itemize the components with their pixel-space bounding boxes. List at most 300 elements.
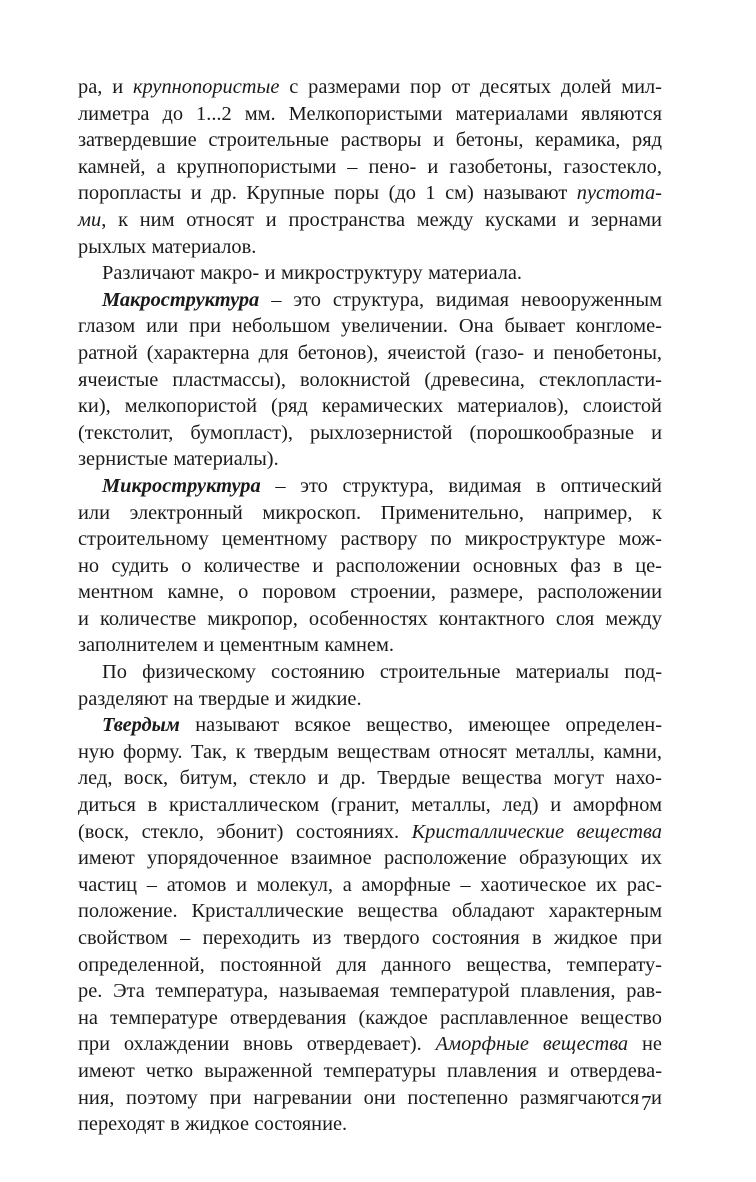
word: материалами [455, 102, 569, 125]
word: ячеистые [78, 368, 159, 391]
text-line [78, 845, 662, 872]
text-line [78, 819, 662, 846]
word: камнем. [324, 634, 394, 657]
word: например, [543, 501, 633, 524]
word: температуре [110, 1006, 218, 1029]
word: это [300, 474, 328, 497]
word: бумопласт), [190, 421, 293, 444]
word: выраженной [204, 1059, 313, 1082]
word: состояния [431, 927, 520, 949]
word: и [112, 76, 124, 98]
text-line [78, 1031, 662, 1058]
word: ра, [78, 76, 103, 98]
word: растворы [340, 129, 422, 152]
word: оптический [560, 474, 662, 497]
word: расплавленное [440, 1006, 569, 1029]
word: – [271, 288, 282, 311]
word: из [312, 927, 332, 949]
text-line [78, 207, 662, 234]
word: а [156, 155, 166, 178]
text-line [78, 340, 662, 367]
word: слоя [555, 607, 595, 630]
word: – [275, 474, 286, 497]
word: 1...2 [196, 102, 232, 125]
word: свойством [78, 927, 168, 949]
word: пустота- [576, 182, 662, 205]
word: характерным [548, 900, 662, 923]
word: имеющее [468, 714, 551, 737]
word: вещества [357, 900, 438, 923]
word: положение. [78, 900, 178, 923]
word: эбонит) [216, 820, 284, 843]
word: ячеистой [387, 341, 466, 364]
word: могут [553, 767, 605, 790]
word: до [162, 102, 184, 125]
word: – [146, 873, 157, 896]
word: рас- [626, 873, 662, 896]
word: вещество [580, 1006, 662, 1029]
word: для [258, 341, 289, 364]
word: мелкопористой [124, 395, 257, 418]
word: металлы, [411, 794, 491, 817]
word: ним [139, 208, 175, 231]
word: волокнистой [299, 368, 411, 391]
word: Мелкопористыми [288, 102, 443, 125]
text-line [78, 765, 662, 792]
word: слоистой [582, 395, 662, 418]
word: нагревании [253, 1086, 352, 1109]
word: зернистые [78, 448, 168, 471]
word: для [336, 953, 367, 976]
word: и [317, 767, 329, 790]
word: поровом [262, 581, 337, 604]
word: микроструктуру [281, 262, 423, 285]
page-number: 7 [641, 1091, 652, 1115]
text-line [78, 712, 662, 739]
word: Кристаллические [411, 820, 565, 843]
word: расположении [537, 581, 662, 604]
word: температурой [390, 980, 510, 1003]
word: при [189, 315, 222, 338]
word: отвердевания [229, 1006, 347, 1029]
word: Она [458, 315, 494, 338]
word: бывает [504, 315, 565, 338]
text-line [78, 1111, 662, 1138]
word: о [181, 554, 192, 577]
word: невооруженным [521, 288, 662, 311]
word: к [118, 208, 128, 231]
word: видимая [436, 288, 510, 311]
word: (воск, [78, 820, 130, 843]
word: др. [340, 767, 366, 790]
word: кристаллическом [168, 794, 320, 817]
word: являются [581, 102, 662, 125]
word: и [265, 208, 277, 231]
word: называемая [278, 980, 380, 1003]
word: Так, [191, 740, 228, 763]
word: под- [624, 661, 662, 684]
text-line [78, 393, 662, 420]
word: стеклопласти- [538, 368, 662, 391]
word: Эта [113, 980, 145, 1003]
word: разделяют [78, 687, 168, 710]
word: количестве [203, 554, 300, 577]
word: десятых [479, 76, 552, 98]
word: форму. [122, 740, 183, 763]
word: в [170, 1113, 180, 1136]
word: Различают [102, 262, 195, 285]
word: температуры [323, 1059, 436, 1082]
word: материала. [428, 262, 523, 285]
word: пено- [368, 155, 417, 178]
word: и [548, 1059, 559, 1082]
word: или [78, 501, 110, 524]
word: молекул, [256, 873, 333, 896]
word: стекло [248, 767, 307, 790]
word: зернами [590, 208, 662, 231]
word: размерами [308, 76, 401, 98]
word: контактного [438, 607, 545, 630]
word: воск, [123, 767, 169, 790]
word: Твердым [102, 714, 180, 737]
word: конгломе- [575, 315, 662, 338]
text-line [78, 1085, 662, 1112]
text-line [78, 180, 662, 207]
word: и [78, 607, 89, 630]
word: структура, [332, 288, 425, 311]
word: основных [472, 554, 558, 577]
word: крупнопористые [132, 76, 280, 98]
word: фаз [570, 554, 601, 577]
word: (порошкообразные [469, 421, 635, 444]
word: и [651, 421, 662, 444]
word: Крупные [246, 182, 325, 205]
word: их [595, 873, 618, 896]
word: лед) [502, 794, 539, 817]
word: вещества [461, 767, 542, 790]
word: к [652, 501, 662, 524]
word: керамика, [535, 129, 621, 152]
word: структура, [342, 474, 434, 497]
word: вновь [243, 1033, 293, 1056]
text-line [78, 420, 662, 447]
word: жидкое [185, 1113, 250, 1136]
word: постепенно [407, 1086, 509, 1109]
word: рав- [626, 980, 662, 1003]
text-line [78, 154, 662, 181]
word: ментном [78, 581, 154, 604]
text-line [78, 952, 662, 979]
word: температу- [566, 953, 662, 976]
text-line [78, 739, 662, 766]
text-line [78, 74, 662, 101]
word: ную [78, 740, 115, 763]
text-line [78, 1058, 662, 1085]
word: всякое [294, 714, 351, 737]
word: электронный [129, 501, 243, 524]
text-line [78, 473, 662, 500]
word: определен- [565, 714, 662, 737]
word: и [264, 262, 276, 285]
word: образующих [518, 847, 629, 870]
word: (гранит, [330, 794, 400, 817]
body-text [78, 74, 662, 1138]
word: отвердева- [570, 1059, 662, 1082]
word: газостекло, [563, 155, 662, 178]
word: имеют [78, 847, 135, 870]
word: они [363, 1086, 396, 1109]
word: размягчаются [519, 1086, 640, 1109]
word: расположение [383, 847, 507, 870]
word: Кристаллические [191, 900, 344, 923]
text-line [78, 500, 662, 527]
word: ратной [78, 341, 138, 364]
text-line [78, 313, 662, 340]
word: строительные [208, 129, 329, 152]
text-line [78, 1005, 662, 1032]
word: переходить [202, 927, 301, 949]
text-line [78, 898, 662, 925]
word: пенобетоны, [553, 341, 662, 364]
word: камней, [78, 155, 146, 178]
word: битум, [179, 767, 238, 790]
word: (каждое [358, 1006, 428, 1029]
word: затвердевшие [78, 129, 197, 152]
text-line [78, 553, 662, 580]
word: имеют [78, 1059, 135, 1082]
text-line [78, 579, 662, 606]
word: др. [211, 182, 237, 205]
word: и [203, 634, 215, 657]
word: раствору [340, 528, 418, 551]
word: о [238, 581, 249, 604]
word: це- [635, 554, 662, 577]
word: твердым [254, 740, 329, 763]
word: бетонов), [297, 341, 379, 364]
word: По [102, 661, 127, 684]
word: по [430, 528, 452, 551]
text-line [78, 872, 662, 899]
word: жидкое [553, 927, 618, 949]
text-line [78, 234, 662, 261]
word: 1 [425, 182, 436, 205]
word: между [605, 607, 662, 630]
word: камне, [167, 581, 225, 604]
word: температура, [155, 980, 269, 1003]
word: хаотическое [480, 873, 587, 896]
word: пор [410, 76, 442, 98]
word: и [312, 554, 324, 577]
word: частиц [78, 873, 138, 896]
word: поэтому [126, 1086, 198, 1109]
word: с [289, 76, 299, 98]
word: или [146, 315, 179, 338]
word: твердого [343, 927, 420, 949]
word: мож- [618, 528, 662, 551]
word: и [274, 687, 286, 710]
word: стекло, [141, 820, 204, 843]
word: и [533, 341, 545, 364]
word: и [236, 873, 248, 896]
word: (до [388, 182, 416, 205]
word: кусками [485, 208, 557, 231]
word: камни, [603, 740, 662, 763]
word: Применительно, [380, 501, 524, 524]
word: материалов), [457, 395, 569, 418]
word: обладают [451, 900, 535, 923]
word: глазом [78, 315, 136, 338]
word: цементным [219, 634, 319, 657]
text-line [78, 792, 662, 819]
word: и [550, 794, 562, 817]
word: (ряд [271, 395, 308, 418]
word: и [568, 208, 580, 231]
word: крупнопористыми [176, 155, 337, 178]
word: вещества, [466, 953, 552, 976]
word: лиметра [78, 102, 150, 125]
word: рыхлых [78, 235, 147, 258]
word: нахо- [615, 767, 662, 790]
word: ми, [78, 208, 107, 231]
word: Твердые [377, 767, 451, 790]
word: расположении [335, 554, 461, 577]
word: макро- [200, 262, 260, 285]
text-line [78, 101, 662, 128]
word: (древесина, [424, 368, 525, 391]
word: к [235, 740, 246, 763]
word: Микроструктура [102, 474, 261, 497]
word: а [342, 873, 352, 896]
word: особенностях [308, 607, 428, 630]
word: микроскоп. [262, 501, 362, 524]
word: лед, [78, 767, 113, 790]
word: долей [560, 76, 612, 98]
word: определенной, [78, 953, 205, 976]
word: пластмассы), [172, 368, 286, 391]
word: на [78, 1006, 98, 1029]
text-line [78, 260, 662, 287]
text-line [78, 659, 662, 686]
text-line [78, 367, 662, 394]
word: атомов [166, 873, 227, 896]
word: заполнителем [78, 634, 198, 657]
word: относят [438, 740, 507, 763]
word: и [433, 129, 445, 152]
word: газобетоны, [449, 155, 553, 178]
word: твердые [198, 687, 270, 710]
word: вещества [576, 820, 662, 843]
word: строительные [379, 661, 501, 684]
word: бетоны, [455, 129, 524, 152]
word: при [629, 927, 662, 949]
word: микропор, [207, 607, 298, 630]
word: вещество, [366, 714, 453, 737]
word: (текстолит, [78, 421, 174, 444]
word: в [613, 554, 623, 577]
text-line [78, 127, 662, 154]
word: и [651, 1086, 662, 1109]
word: цементному [221, 528, 328, 551]
word: жидкие. [291, 687, 362, 710]
word: называют [195, 714, 280, 737]
word: – [347, 155, 358, 178]
word: не [642, 1033, 662, 1056]
word: поры [334, 182, 380, 205]
word: и [427, 155, 439, 178]
word: (газо- [474, 341, 525, 364]
text-line [78, 526, 662, 553]
text-line [78, 978, 662, 1005]
word: переходят [78, 1113, 165, 1136]
word: металлы, [515, 740, 595, 763]
word: вещества [542, 1033, 629, 1056]
word: физическому [142, 661, 256, 684]
word: микроструктуре [464, 528, 606, 551]
word: небольшом [231, 315, 331, 338]
text-line [78, 606, 662, 633]
word: материалов. [151, 235, 257, 258]
word: но [78, 554, 100, 577]
word: количестве [100, 607, 197, 630]
word: ряд [632, 129, 662, 152]
word: рыхлозернистой [310, 421, 453, 444]
word: мил- [621, 76, 662, 98]
word: Макроструктура [102, 288, 260, 311]
word: постоянной [219, 953, 322, 976]
word: на [173, 687, 194, 710]
word: судить [111, 554, 169, 577]
word: их [640, 847, 662, 870]
text-line [78, 686, 662, 713]
word: это [293, 288, 321, 311]
word: (характерна [146, 341, 250, 364]
word: см) [445, 182, 474, 205]
word: в [532, 927, 542, 949]
word: при [78, 1033, 111, 1056]
word: аморфном [572, 794, 662, 817]
word: пространства [288, 208, 406, 231]
text-line [78, 287, 662, 314]
word: строительному [78, 528, 209, 551]
word: между [416, 208, 474, 231]
word: строении, [350, 581, 436, 604]
text-line [78, 446, 662, 473]
word: материалы [515, 661, 610, 684]
word: мм. [244, 102, 276, 125]
word: в [147, 794, 158, 817]
word: состоянию [271, 661, 365, 684]
text-line [78, 925, 662, 952]
word: четко [145, 1059, 194, 1082]
word: диться [78, 794, 136, 817]
word: при [209, 1086, 242, 1109]
word: аморфные [361, 873, 451, 896]
word: размере, [450, 581, 524, 604]
word: состояниях. [295, 820, 400, 843]
word: плавления, [520, 980, 616, 1003]
word: состояние. [254, 1113, 348, 1136]
word: увеличении. [341, 315, 448, 338]
word: плавления [447, 1059, 537, 1082]
word: упорядоченное [146, 847, 279, 870]
word: в [536, 474, 546, 497]
word: относят [186, 208, 255, 231]
word: охлаждении [123, 1033, 230, 1056]
word: называют [483, 182, 568, 205]
word: ния, [78, 1086, 115, 1109]
word: Аморфные [435, 1033, 529, 1056]
word: и [190, 182, 202, 205]
